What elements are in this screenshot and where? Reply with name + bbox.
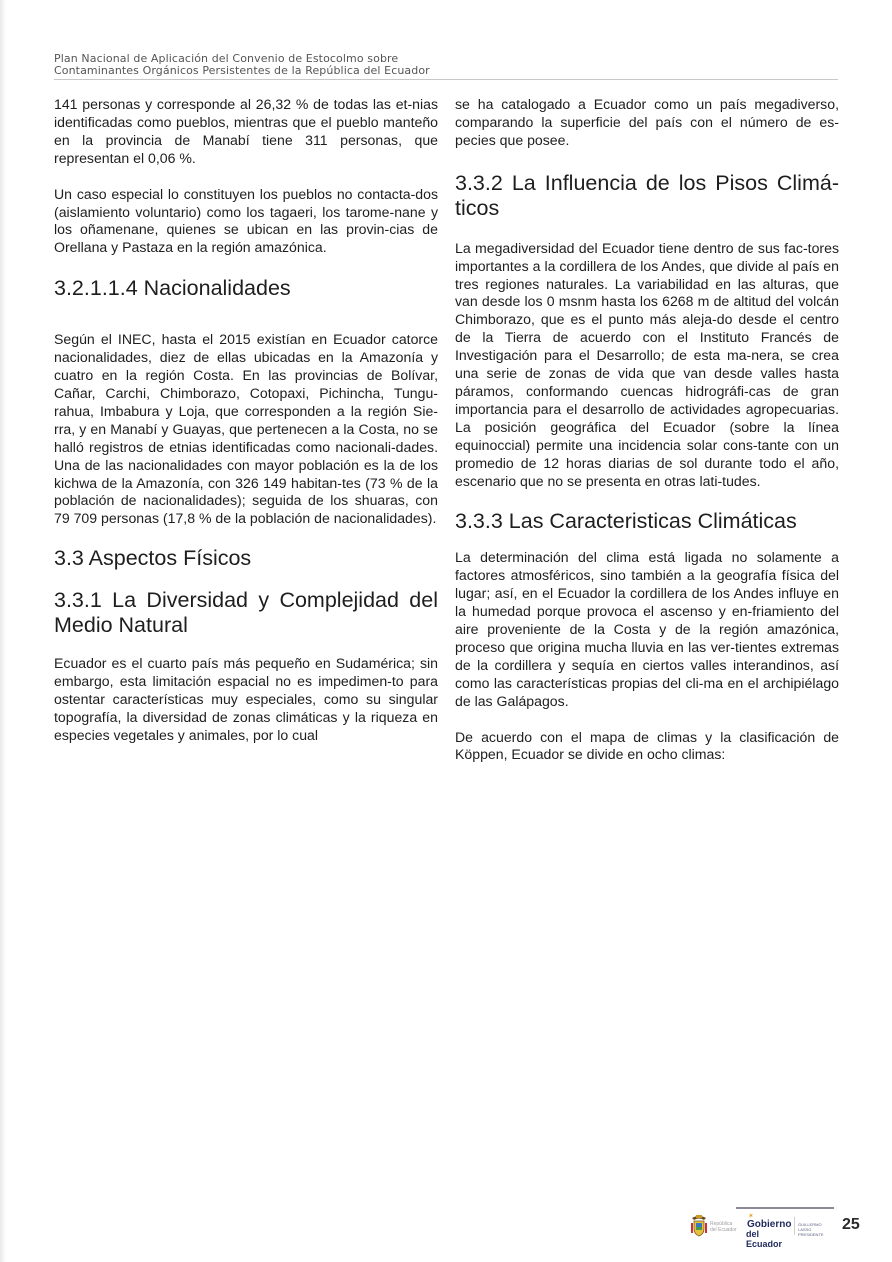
- paragraph-megadiverso: se ha catalogado a Ecuador como un país megadiverso, comparando la superficie del país con el número de es-pecies que posee.: [455, 96, 839, 148]
- republica-line-1: República: [710, 1221, 733, 1227]
- heading-caracteristicas-climaticas: 3.3.3 Las Caracteristicas Climáticas: [455, 509, 797, 534]
- paragraph-pisos-climaticos: La megadiversidad del Ecuador tiene dentro de sus fac-tores importantes a la cordillera de los Andes, que divide al país en tres regiones naturales. La variabilidad en las alturas, que van desde los 0 msnm hasta los 6268 m de altitud del volcán Chimborazo, que es el punto más aleja-do desde el centro de la Tierra de acuerdo con el Instituto Francés de Investigación para el Desarrollo; de esta ma-nera, se crea una serie de zonas de vida que van desde valles hasta páramos, conformando cuencas hidrográfi-cas de gran importancia para el desarrollo de actividades agropecuarias. La posición geográfica del Ecuador (sobre la línea equinoccial) permite una incidencia solar cons-tante con un promedio de 12 horas diarias de sol durante todo el año, escenario que no se presenta en otras lati-tudes.: [455, 239, 839, 489]
- paragraph-koppen: De acuerdo con el mapa de climas y la clasificación de Köppen, Ecuador se divide en ocho climas:: [455, 728, 839, 763]
- paragraph-pueblos-continued: 141 personas y corresponde al 26,32 % de todas las et-nias identificadas como pueblos, mientras que el pueblo manteño en la provincia de Manabí tiene 311 personas, que representan el 0,06 %.: [54, 96, 438, 166]
- republica-line-2: del Ecuador: [710, 1227, 737, 1233]
- page-footer: [688, 1207, 868, 1247]
- page-edge: [0, 0, 6, 1262]
- paragraph-diversidad: Ecuador es el cuarto país más pequeño en Sudamérica; sin embargo, esta limitación espacial no es impedimen-to para ostentar características muy especiales, como su singular topografía, la diversidad de zonas climáticas y la riqueza en especies vegetales y animales, por lo cual: [54, 655, 438, 743]
- gobierno-star-icon: ✶: [748, 1213, 754, 1220]
- president-text: GUILLERMO LASSO PRESIDENTE: [798, 1222, 824, 1237]
- paragraph-nacionalidades: Según el INEC, hasta el 2015 existían en Ecuador catorce nacionalidades, diez de ellas ubicadas en la Amazonía y cuatro en la región Costa. En las provincias de Bolívar, Cañar, Carchi, Chimborazo, Cotopaxi, Pichincha, Tungu-rahua, Imbabura y Loja, que corresponden a la región Sie-rra, y en Manabí y Guayas, que pertenecen a la Costa, no se halló registros de etnias identificadas como nacionali-dades. Una de las nacionalidades con mayor población es la de los kichwa de la Amazonía, con 326 149 habitan-tes (73 % de la población de nacionalidades); seguida de los shuaras, con 79 709 personas (17,8 % de la población de nacionalidades).: [54, 331, 438, 527]
- coat-of-arms-icon: [690, 1215, 708, 1237]
- gobierno-line-1: Gobierno: [747, 1219, 792, 1230]
- page-number: 25: [842, 1216, 860, 1233]
- paragraph-pueblos-no-contactados: Un caso especial lo constituyen los pueblos no contacta-dos (aislamiento voluntario) como los tagaeri, los tarome-nane y los oñamenane, quienes se ubican en las provin-cias de Orellana y Pastaza en la región amazónica.: [54, 185, 438, 256]
- running-header: [54, 53, 838, 80]
- footer-rule: [736, 1207, 834, 1209]
- gobierno-del-ecuador-logo: [746, 1213, 792, 1249]
- left-column: [54, 96, 438, 745]
- paragraph-clima: La determinación del clima está ligada no solamente a factores atmosféricos, sino también a la geografía física del lugar; así, en el Ecuador la cordillera de los Andes influye en la humedad porque provoca el ascenso y en-friamiento del aire proveniente de la Costa y de la región amazónica, proceso que origina mucha lluvia en las ver-tientes extremas de la cordillera y sequía en ciertos valles interandinos, así como las características propias del cli-ma en el archipiélago de las Galápagos.: [455, 549, 839, 709]
- heading-aspectos-fisicos: 3.3 Aspectos Físicos: [54, 546, 252, 571]
- heading-diversidad-complejidad: 3.3.1 La Diversidad y Complejidad del Medio Natural: [54, 588, 438, 638]
- running-header-line-2: Contaminantes Orgánicos Persistentes de la República del Ecuador: [54, 64, 430, 77]
- right-column: [455, 96, 839, 764]
- republica-del-ecuador-text: [710, 1221, 737, 1233]
- footer-separator: [794, 1217, 795, 1235]
- gobierno-line-2: del Ecuador: [746, 1229, 783, 1249]
- heading-pisos-climaticos: 3.3.2 La Influencia de los Pisos Climá-ticos: [455, 170, 839, 220]
- running-header-line-1: Plan Nacional de Aplicación del Convenio de Estocolmo sobre: [54, 52, 399, 65]
- heading-nacionalidades: 3.2.1.1.4 Nacionalidades: [54, 276, 291, 301]
